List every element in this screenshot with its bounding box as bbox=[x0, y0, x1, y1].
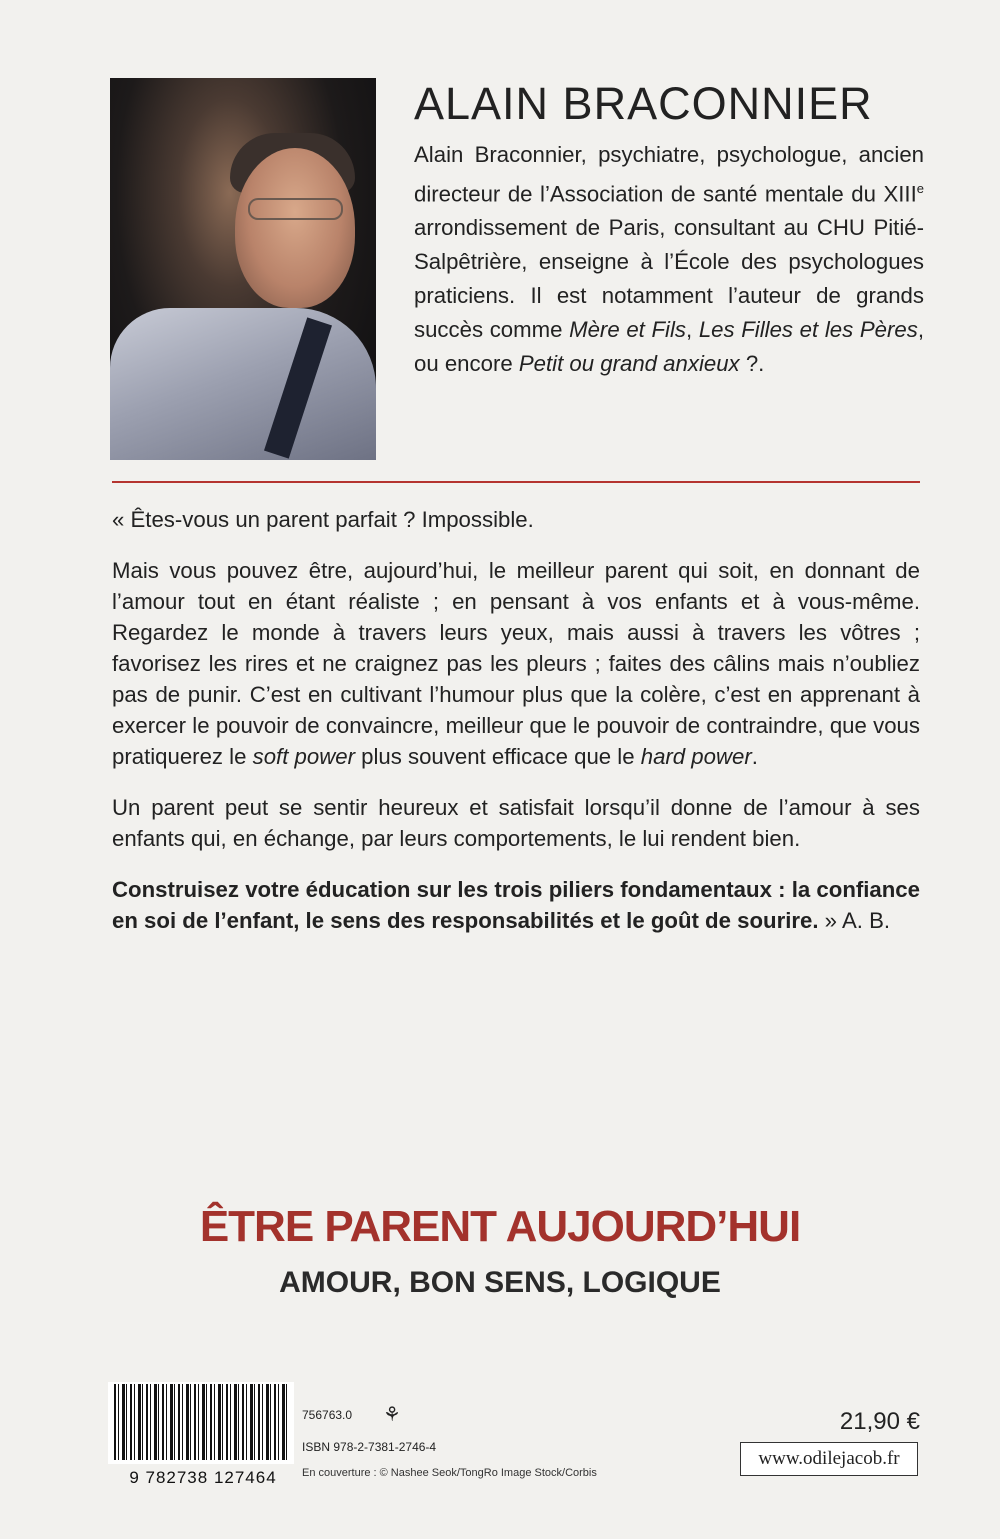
paragraph: « Êtes-vous un parent parfait ? Impossible. bbox=[112, 507, 534, 532]
book-title: Petit ou grand anxieux bbox=[518, 351, 740, 377]
shirt bbox=[110, 308, 376, 460]
bold-text: Construisez votre éducation sur les trois piliers fondamentaux : la confiance en soi de l’enfant, le sens des responsabilités et le goût de sourire. bbox=[112, 877, 920, 933]
bio-text: Alain Braconnier, psychiatre, psychologue, ancien directeur de l’Association de santé mentale du XIII bbox=[414, 142, 924, 207]
bio-text: arrondissement de Paris, consultant au CHU Pitié-Salpêtrière, enseigne à l’École des psychologues praticiens. Il est notamment l’auteur de grands succès comme bbox=[414, 215, 924, 343]
book-subtitle: AMOUR, BON SENS, LOGIQUE bbox=[279, 1266, 721, 1299]
publisher-logo-icon: ⚘ bbox=[383, 1404, 401, 1426]
face bbox=[235, 148, 355, 308]
paragraph bbox=[112, 874, 920, 936]
bio-end: ?. bbox=[739, 351, 765, 377]
back-cover-text bbox=[112, 504, 920, 956]
barcode bbox=[108, 1382, 294, 1464]
paragraph: Un parent peut se sentir heureux et satisfait lorsqu’il donne de l’amour à ses enfants qui, en échange, par leurs comportements, le lui rendent bien. bbox=[112, 795, 920, 851]
paragraph-text: . bbox=[751, 744, 758, 769]
product-code: 756763.0 bbox=[302, 1408, 353, 1422]
website-link[interactable]: www.odilejacob.fr bbox=[740, 1442, 918, 1476]
paragraph-text: Mais vous pouvez être, aujourd’hui, le meilleur parent qui soit, en donnant de l’amour tout en étant réaliste ; en pensant à vos enfants et à vous-même. Regardez le monde à travers leurs yeux, mais aussi à travers les vôtres ; favorisez les rires et ne craignez pas les pleurs ; faites des câlins mais n’oubliez pas de punir. C’est en cultivant l’humour plus que la colère, c’est en apprenant à exercer le pouvoir de convaincre, meilleur que le pouvoir de contraindre, que vous pratiquerez le bbox=[112, 558, 920, 769]
emphasis: hard power bbox=[640, 744, 752, 769]
paragraph-text: plus souvent efficace que le bbox=[354, 744, 641, 769]
paragraph bbox=[112, 555, 920, 772]
author-bio bbox=[414, 138, 924, 381]
book-title: Mère et Fils bbox=[569, 317, 686, 343]
glasses bbox=[248, 198, 343, 220]
bio-separator: , ou encore bbox=[414, 317, 924, 377]
author-photo bbox=[110, 78, 376, 460]
author-name: ALAIN BRACONNIER bbox=[414, 78, 873, 129]
book-title: Les Filles et les Pères bbox=[698, 317, 918, 343]
bio-superscript: e bbox=[916, 181, 924, 196]
bio-separator: , bbox=[685, 317, 699, 343]
barcode-digits: 9 782738 127464 bbox=[129, 1468, 277, 1487]
signature: » A. B. bbox=[818, 908, 891, 933]
book-title-main: ÊTRE PARENT AUJOURD’HUI bbox=[199, 1202, 801, 1251]
isbn: ISBN 978-2-7381-2746-4 bbox=[302, 1440, 437, 1454]
barcode-bars bbox=[114, 1384, 288, 1460]
price: 21,90 € bbox=[839, 1408, 920, 1435]
cover-credit: En couverture : © Nashee Seok/TongRo Image Stock/Corbis bbox=[302, 1467, 597, 1479]
divider bbox=[112, 481, 920, 483]
emphasis: soft power bbox=[252, 744, 355, 769]
photo-credit bbox=[200, 378, 214, 460]
